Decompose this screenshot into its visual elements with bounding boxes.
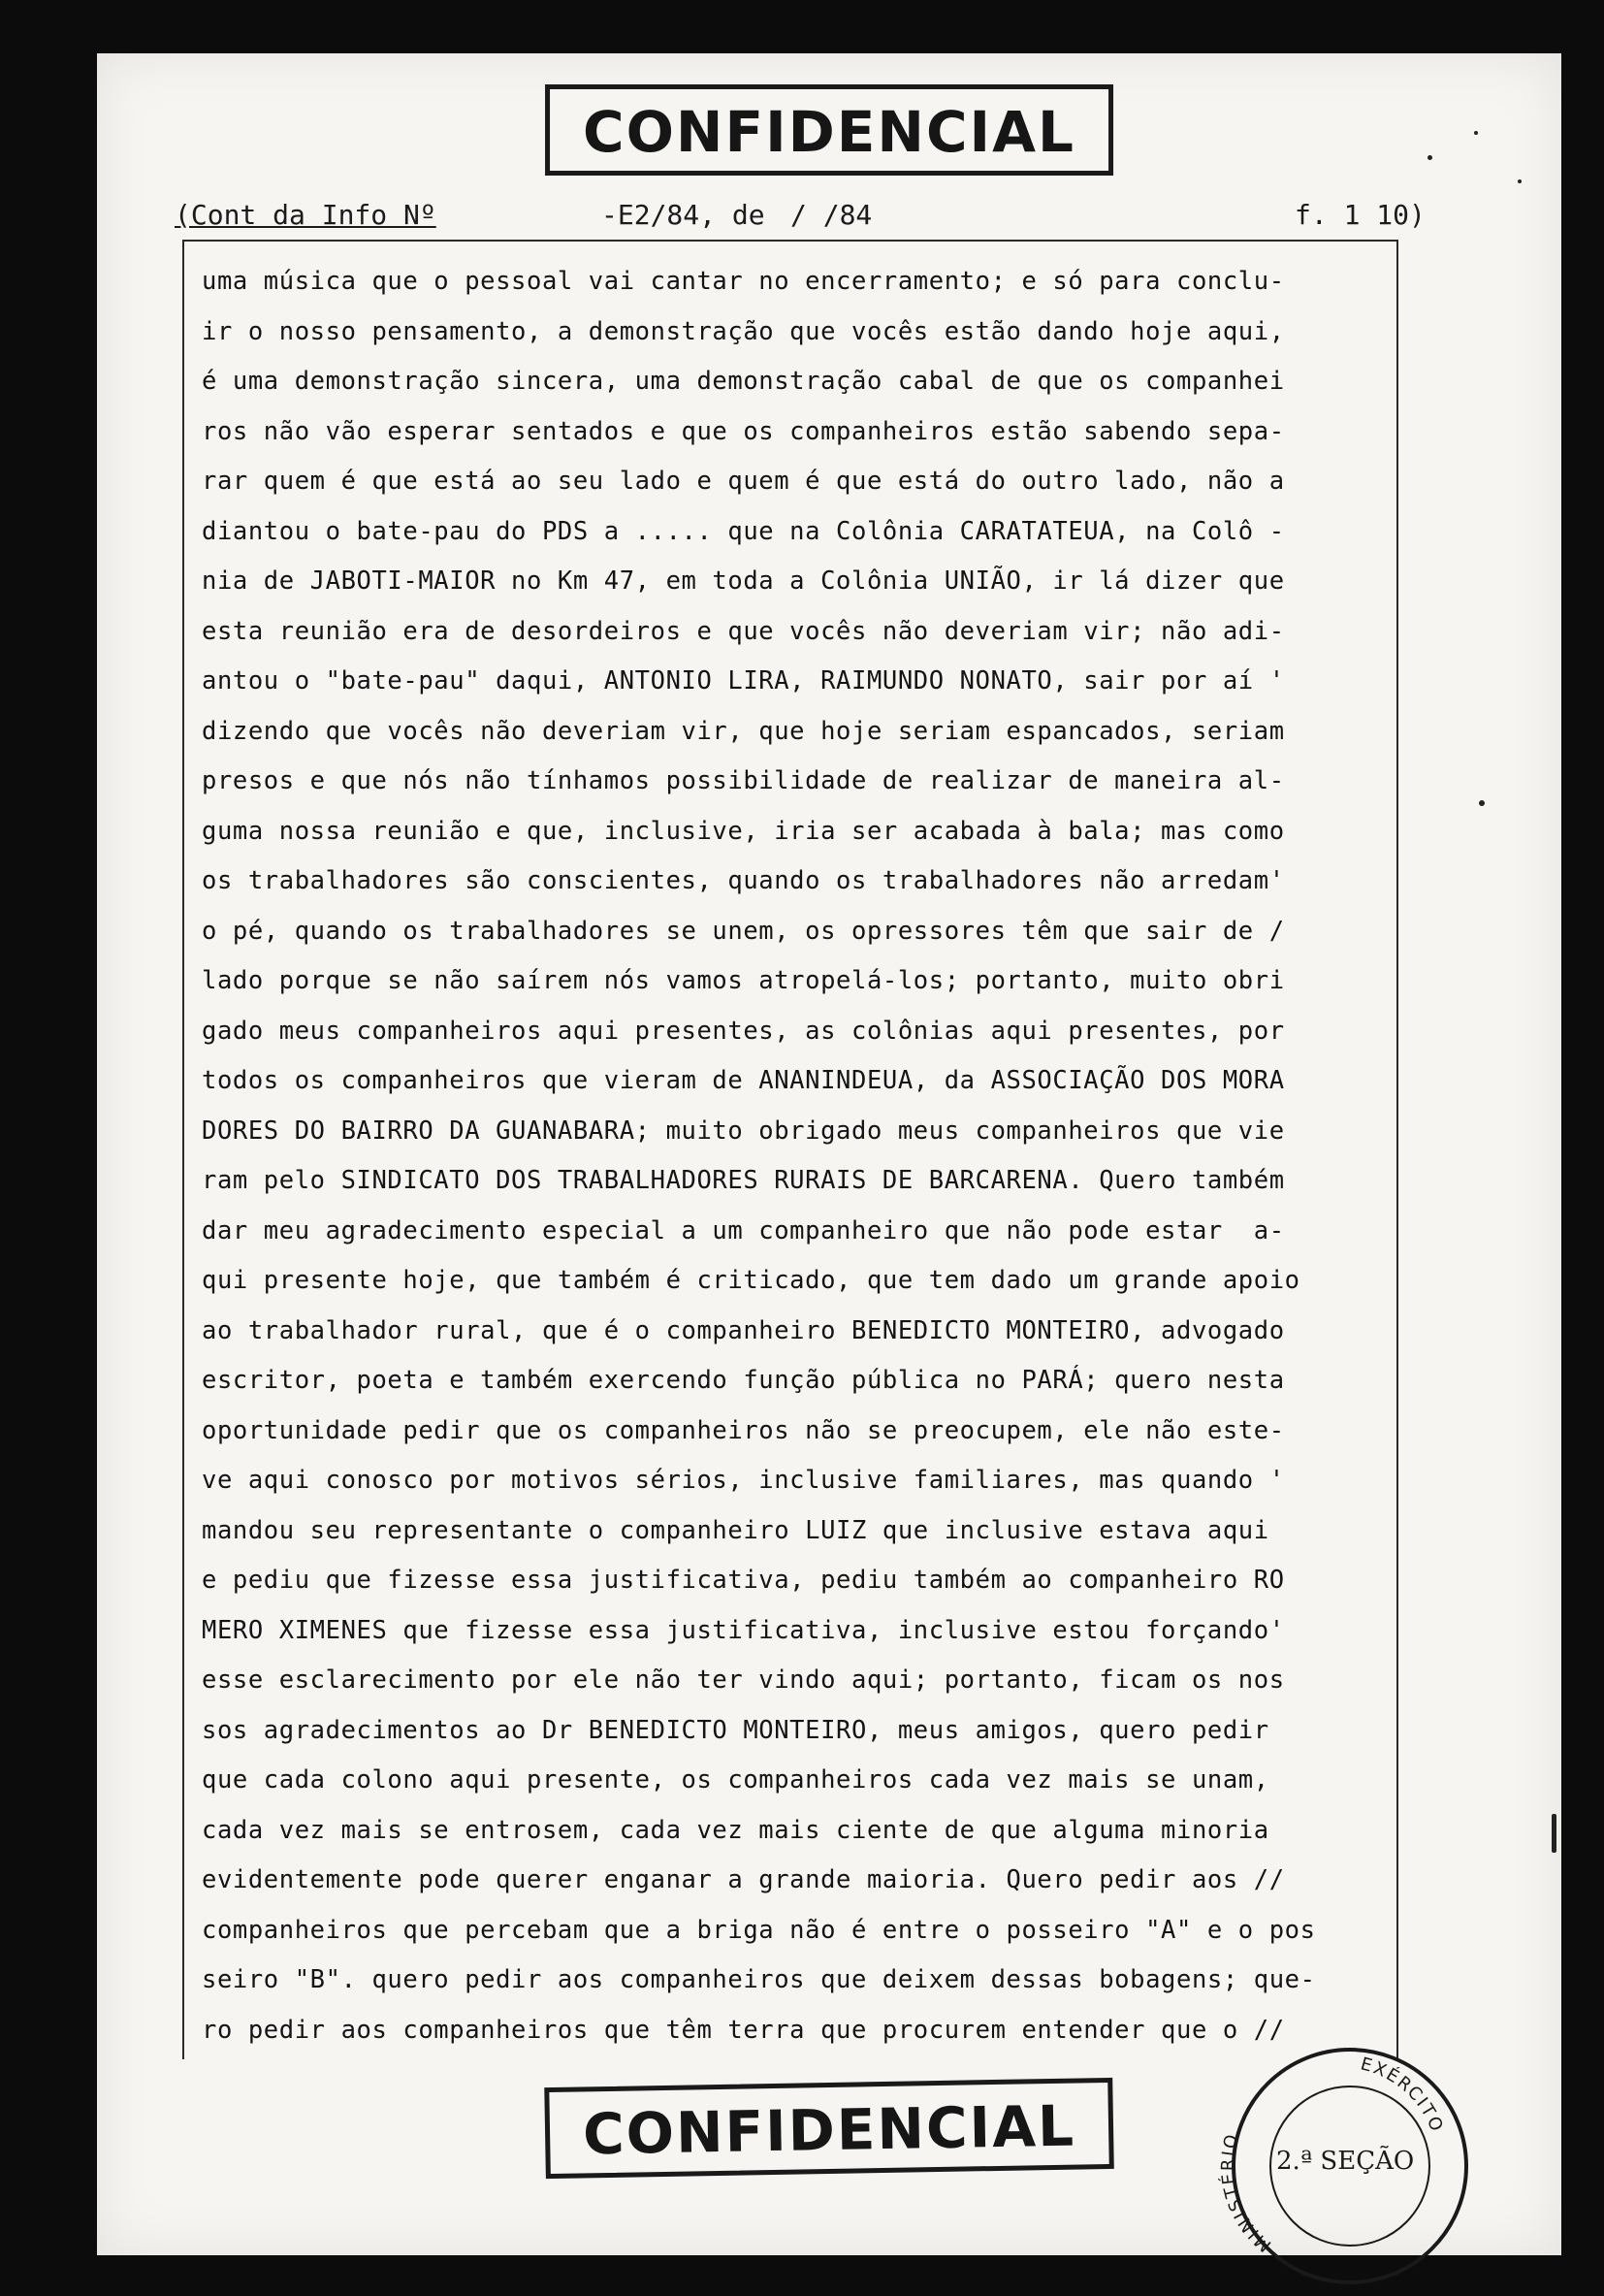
text-line: esse esclarecimento por ele não ter vindo aqui; portanto, ficam os nos [202, 1665, 1285, 1695]
text-line: lado porque se não saírem nós vamos atropelá-los; portanto, muito obri [202, 966, 1285, 995]
text-line: esta reunião era de desordeiros e que vocês não deveriam vir; não adi- [202, 616, 1285, 646]
text-line: que cada colono aqui presente, os companheiros cada vez mais se unam, [202, 1765, 1269, 1795]
scan-speck [1474, 131, 1478, 135]
seal-center-text: 2.ª SEÇÃO [1276, 2147, 1415, 2176]
text-line: ram pelo SINDICATO DOS TRABALHADORES RURAIS DE BARCARENA. Quero também [202, 1166, 1285, 1195]
text-line: ros não vão esperar sentados e que os companheiros estão sabendo sepa- [202, 416, 1285, 446]
text-line: ao trabalhador rural, que é o companheiro BENEDICTO MONTEIRO, advogado [202, 1315, 1285, 1345]
sheet-number: f. 1 10) [1295, 199, 1426, 231]
text-line: ve aqui conosco por motivos sérios, inclusive familiares, mas quando ' [202, 1466, 1285, 1495]
text-line: os trabalhadores são conscientes, quando os trabalhadores não arredam' [202, 866, 1285, 895]
info-label: (Cont da Info Nº [175, 199, 436, 231]
text-line: uma música que o pessoal vai cantar no encerramento; e só para conclu- [202, 267, 1285, 296]
text-line: evidentemente pode querer enganar a grande maioria. Quero pedir aos // [202, 1865, 1285, 1894]
document-page [97, 53, 1561, 2255]
text-line: presos e que nós não tínhamos possibilidade de realizar de maneira al- [202, 766, 1285, 795]
scan-speck [1518, 179, 1522, 183]
scan-speck [1479, 800, 1485, 806]
text-line: todos os companheiros que vieram de ANANINDEUA, da ASSOCIAÇÃO DOS MORA [202, 1066, 1285, 1095]
transcript-body [182, 240, 1398, 2059]
text-line: MERO XIMENES que fizesse essa justificativa, inclusive estou forçando' [202, 1615, 1285, 1645]
text-line: DORES DO BAIRRO DA GUANABARA; muito obrigado meus companheiros que vie [202, 1116, 1285, 1146]
text-line: antou o "bate-pau" daqui, ANTONIO LIRA, RAIMUNDO NONATO, sair por aí ' [202, 666, 1285, 695]
text-line: diantou o bate-pau do PDS a ..... que na Colônia CARATATEUA, na Colô - [202, 516, 1285, 546]
confidential-stamp-top: CONFIDENCIAL [545, 84, 1113, 176]
svg-text:MINISTÉRIO [1217, 2131, 1275, 2256]
text-line: dar meu agradecimento especial a um companheiro que não pode estar a- [202, 1215, 1285, 1245]
info-number: -E2/84, de [601, 199, 765, 231]
text-line: sos agradecimentos ao Dr BENEDICTO MONTEIRO, meus amigos, quero pedir [202, 1715, 1269, 1745]
text-line: ro pedir aos companheiros que têm terra que procurem entender que o // [202, 2015, 1285, 2045]
text-line: nia de JABOTI-MAIOR no Km 47, em toda a Colônia UNIÃO, ir lá dizer que [202, 566, 1285, 596]
transcript-lines [202, 257, 1395, 2055]
text-line: companheiros que percebam que a briga não é entre o posseiro "A" e o pos [202, 1915, 1316, 1945]
seal-ring-left-text: MINISTÉRIO [1217, 2130, 1276, 2256]
seal-ring-right-text: EXÉRCITO [1358, 2053, 1448, 2137]
text-line: rar quem é que está ao seu lado e quem é que está do outro lado, não a [202, 467, 1285, 496]
text-line: e pediu que fizesse essa justificativa, pediu também ao companheiro RO [202, 1566, 1285, 1595]
text-line: o pé, quando os trabalhadores se unem, os opressores têm que sair de / [202, 916, 1285, 946]
text-line: é uma demonstração sincera, uma demonstração cabal de que os companhei [202, 367, 1285, 396]
text-line: dizendo que vocês não deveriam vir, que hoje seriam espancados, seriam [202, 716, 1285, 746]
confidential-stamp-bottom: CONFIDENCIAL [544, 2078, 1113, 2179]
document-header [175, 199, 1464, 238]
army-section-seal [1214, 2030, 1476, 2292]
text-line: ir o nosso pensamento, a demonstração que vocês estão dando hoje aqui, [202, 316, 1285, 346]
svg-text:EXÉRCITO [1359, 2053, 1448, 2136]
scan-speck [1552, 1814, 1556, 1853]
text-line: qui presente hoje, que também é criticado, que tem dado um grande apoio [202, 1266, 1300, 1295]
text-line: guma nossa reunião e que, inclusive, iria ser acabada à bala; mas como [202, 816, 1285, 846]
text-line: escritor, poeta e também exercendo função pública no PARÁ; quero nesta [202, 1366, 1285, 1395]
text-line: oportunidade pedir que os companheiros não se preocupem, ele não este- [202, 1415, 1285, 1445]
scan-speck [1428, 155, 1432, 160]
text-line: gado meus companheiros aqui presentes, as colônias aqui presentes, por [202, 1016, 1285, 1046]
text-line: mandou seu representante o companheiro LUIZ que inclusive estava aqui [202, 1515, 1269, 1545]
text-line: cada vez mais se entrosem, cada vez mais ciente de que alguma minoria [202, 1815, 1269, 1845]
text-line: seiro "B". quero pedir aos companheiros que deixem dessas bobagens; que- [202, 1965, 1316, 1994]
info-date: / /84 [790, 199, 873, 231]
